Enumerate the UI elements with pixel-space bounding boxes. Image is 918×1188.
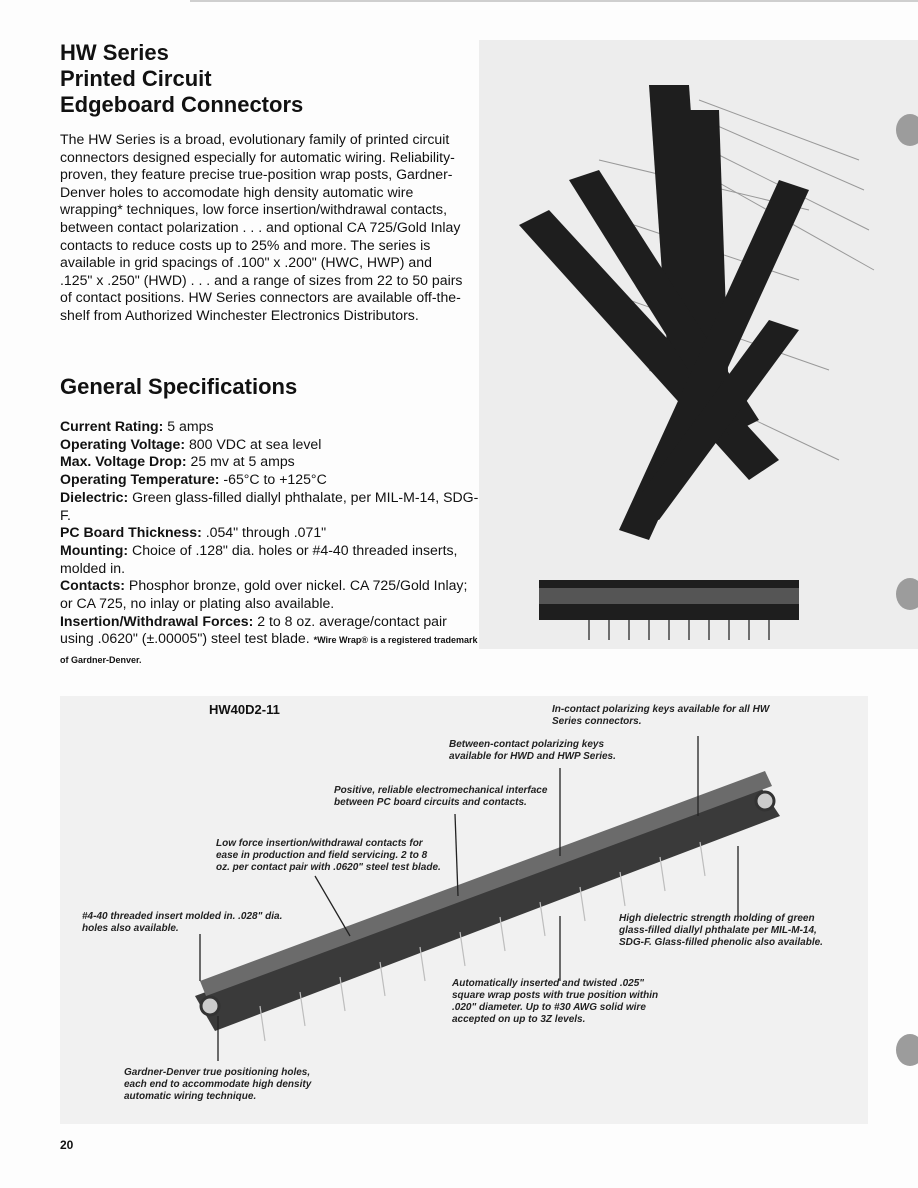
callout-wrap-posts: Automatically inserted and twisted .025" square wrap posts with true position within .020" diameter. Up to #30 AWG solid wire accepted on up to 3Z levels. — [452, 978, 659, 1025]
connectors-photo — [479, 40, 918, 649]
callout-dielectric: High dielectric strength molding of green glass-filled diallyl phthalate per MIL-M-14, SDG-F. Glass-filled phenolic also available. — [619, 913, 823, 948]
spec-pc-board-thickness: PC Board Thickness: .054" through .071" — [60, 524, 327, 541]
spec-insertion-forces: Insertion/Withdrawal Forces: 2 to 8 oz. average/contact pair using .0620" (±.00005") steel test blade. — [60, 612, 447, 647]
spec-mounting: Mounting: Choice of .128" dia. holes or #4-40 threaded inserts, molded in. — [60, 541, 458, 576]
title-line-1: HW Series — [60, 40, 169, 65]
trademark-note: *Wire Wrap® is a registered trademark of Gardner-Denver. — [60, 635, 478, 666]
binder-hole-top — [896, 114, 918, 146]
callout-between-contact: Between-contact polarizing keys available for HWD and HWP Series. — [449, 739, 616, 762]
top-edge-line — [190, 0, 918, 2]
spec-voltage-drop: Max. Voltage Drop: 25 mv at 5 amps — [60, 453, 295, 470]
callout-gardner-denver: Gardner-Denver true positioning holes, each end to accommodate high density automatic wiring technique. — [124, 1067, 312, 1102]
callout-low-force: Low force insertion/withdrawal contacts for ease in production and field servicing. 2 to 8 oz. per contact pair with .0620" steel test blade. — [216, 838, 441, 873]
page-title — [60, 40, 460, 118]
connectors-illustration — [479, 40, 918, 649]
spec-operating-temperature: Operating Temperature: -65°C to +125°C — [60, 471, 327, 488]
model-label: HW40D2-11 — [209, 702, 280, 717]
specs-heading: General Specifications — [60, 374, 298, 399]
callout-positive: Positive, reliable electromechanical interface between PC board circuits and contacts. — [334, 785, 548, 808]
spec-current-rating: Current Rating: 5 amps — [60, 418, 214, 434]
spec-operating-voltage: Operating Voltage: 800 VDC at sea level — [60, 435, 322, 452]
binder-hole-bottom — [896, 1034, 918, 1066]
binder-hole-middle — [896, 578, 918, 610]
title-line-3: Edgeboard Connectors — [60, 92, 304, 117]
callout-in-contact: In-contact polarizing keys available for all HW Series connectors. — [552, 704, 770, 727]
spec-contacts: Contacts: Phosphor bronze, gold over nickel. CA 725/Gold Inlay; or CA 725, no inlay or plating also available. — [60, 577, 468, 612]
intro-paragraph: The HW Series is a broad, evolutionary family of printed circuit connectors designed especially for automatic wiring. Reliability-proven, they feature precise true-position wrap posts, Gardner-Denver holes to accomodate high density automatic wire wrapping* techniques, low force insertion/withdrawal contacts, between contact polarization . . . and optional CA 725/Gold Inlay contacts to reduce costs up to 25% and more. The series is available in grid spacings of .100" x .200" (HWC, HWP) and .125" x .250" (HWD) . . . and a range of sizes from 22 to 50 pairs of contact positions. HW Series connectors are available off-the-shelf from Authorized Winchester Electronics Distributors. — [60, 131, 463, 323]
title-line-2: Printed Circuit — [60, 66, 212, 91]
callout-threaded-insert: #4-40 threaded insert molded in. .028" dia. holes also available. — [82, 911, 283, 934]
spec-dielectric: Dielectric: Green glass-filled diallyl phthalate, per MIL-M-14, SDG-F. — [60, 488, 479, 523]
page-number: 20 — [60, 1138, 74, 1152]
specs-list — [60, 418, 480, 670]
